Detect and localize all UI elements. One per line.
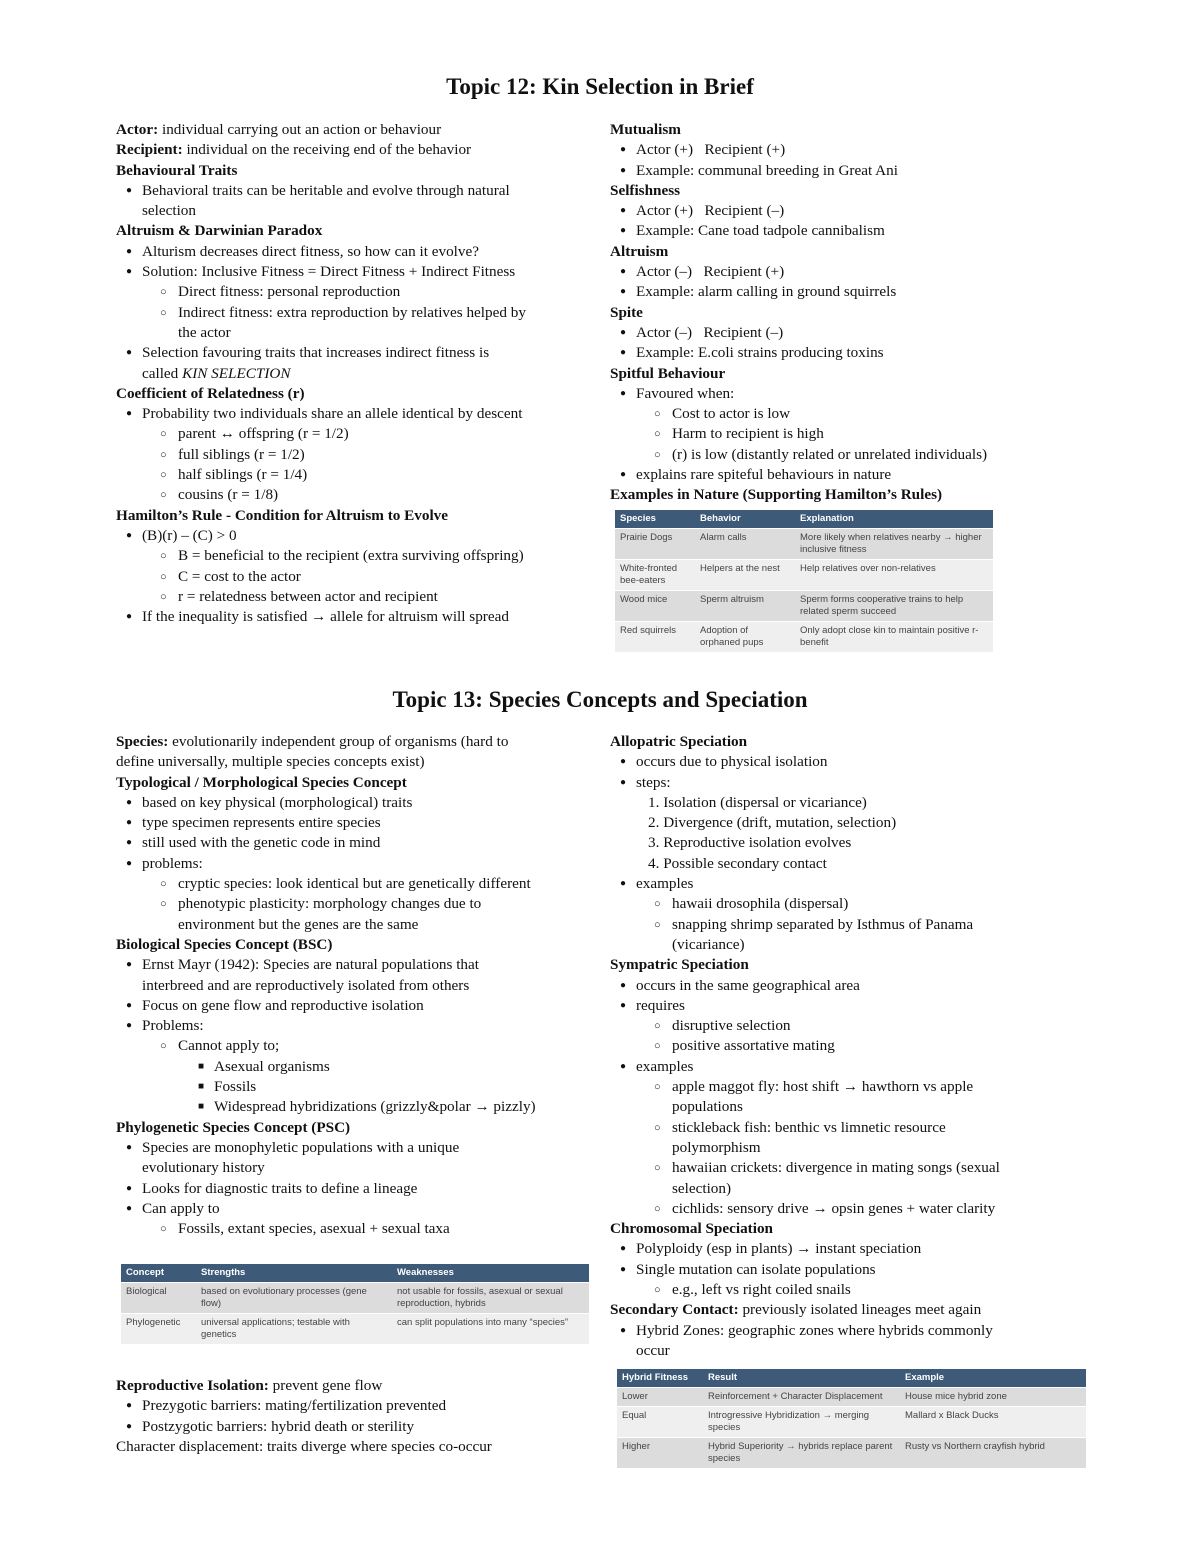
list-item: ○ positive assortative mating: [610, 1036, 1090, 1056]
table-row: Phylogenetic universal applications; testable with genetics can split populations into many “species”: [121, 1314, 589, 1345]
list-item: ● examples: [610, 874, 1090, 894]
list-item: ● problems:: [116, 854, 601, 874]
table-header: Behavior: [695, 510, 795, 529]
reproductive-isolation-block: Reproductive Isolation: prevent gene flow ● Prezygotic barriers: mating/fertilization prevented ● Postzygotic barriers: hybrid death or sterility Character displacement: traits diverge where species co-occur: [116, 1376, 601, 1457]
spite-heading: Spite: [610, 303, 643, 321]
list-item: ○ (r) is low (distantly related or unrelated individuals): [610, 445, 1090, 465]
list-item: ● Example: Cane toad tadpole cannibalism: [610, 221, 1090, 241]
list-item: ○ Fossils, extant species, asexual + sexual taxa: [116, 1219, 601, 1239]
list-item: ○ cichlids: sensory drive → opsin genes + water clarity: [610, 1199, 1090, 1219]
table-header: Concept: [121, 1264, 196, 1283]
table-header: Strengths: [196, 1264, 392, 1283]
sympatric-heading: Sympatric Speciation: [610, 956, 749, 974]
list-item: ○ Direct fitness: personal reproduction: [116, 282, 596, 302]
list-item: ● Polyploidy (esp in plants) → instant speciation: [610, 1239, 1090, 1259]
hybrid-table: [617, 1369, 1086, 1468]
list-item: ○ e.g., left vs right coiled snails: [610, 1280, 1090, 1300]
list-item: ● occurs in the same geographical area: [610, 976, 1090, 996]
list-item: ● Postzygotic barriers: hybrid death or sterility: [116, 1417, 601, 1437]
list-item: ○ full siblings (r = 1/2): [116, 445, 596, 465]
list-item: ● occurs due to physical isolation: [610, 752, 1090, 772]
actor-label: Actor:: [116, 121, 159, 138]
list-item: ● Actor (–) Recipient (+): [610, 262, 1090, 282]
list-item: ○ hawaii drosophila (dispersal): [610, 894, 1090, 914]
table-row: Higher Hybrid Superiority → hybrids replace parent species Rusty vs Northern crayfish hybrid: [617, 1438, 1086, 1469]
table-row: Equal Introgressive Hybridization → merging species Mallard x Black Ducks: [617, 1407, 1086, 1438]
table-header: Result: [703, 1369, 900, 1388]
list-item: ● Focus on gene flow and reproductive isolation: [116, 996, 601, 1016]
actor-text: individual carrying out an action or behaviour: [158, 121, 442, 138]
table-header: Explanation: [795, 510, 993, 529]
list-item: ● requires: [610, 996, 1090, 1016]
examples-table: [615, 510, 993, 652]
list-item: ● Can apply to: [116, 1199, 601, 1219]
list-item: ● Example: E.coli strains producing toxins: [610, 343, 1090, 363]
list-item: ○ stickleback fish: benthic vs limnetic resource polymorphism: [610, 1118, 1090, 1159]
bsc-heading: Biological Species Concept (BSC): [116, 935, 333, 953]
list-item: ■ Asexual organisms: [116, 1057, 601, 1077]
list-item: ○ phenotypic plasticity: morphology changes due to environment but the genes are the same: [116, 894, 601, 935]
list-item: ● Species are monophyletic populations with a unique evolutionary history: [116, 1138, 601, 1179]
table-row: Biological based on evolutionary processes (gene flow) not usable for fossils, asexual or sexual reproduction, hybrids: [121, 1283, 589, 1314]
list-item: ● type specimen represents entire species: [116, 813, 601, 833]
list-item: ○ Cannot apply to;: [116, 1036, 601, 1056]
list-item: ○ apple maggot fly: host shift → hawthorn vs apple populations: [610, 1077, 1090, 1118]
list-item: ● Example: alarm calling in ground squirrels: [610, 282, 1090, 302]
list-item: 4. Possible secondary contact: [648, 854, 827, 872]
topic13-left-column: Species: evolutionarily independent group of organisms (hard to define universally, multiple species concepts exist) Typological / Morphological Species Concept ● based on key physical (morphological) traits ● type specimen represents entire species ● still used with the genetic code in mind ● problems: ○ cryptic species: look identical but are genetically different ○ phenotypic plasticity: morphology changes due to environment but the genes are the same Biological Species Concept (BSC) ● Ernst Mayr (1942): Species are natural populations that interbreed and are reproductively isolated from others ● Focus on gene flow and reproductive isolation ● Problems: ○ Cannot apply to; ■ Asexual organisms ■ Fossils ■ Widespread hybridizations (grizzly&polar → pizzly) Phylogenetic Species Concept (PSC) ● Species are monophyletic populations with a unique evolutionary history ● Looks for diagnostic traits to define a lineage ● Can apply to ○ Fossils, extant species, asexual + sexual taxa: [116, 732, 601, 1239]
list-item: ○ parent ↔ offspring (r = 1/2): [116, 424, 596, 444]
list-item: ○ B = beneficial to the recipient (extra surviving offspring): [116, 546, 596, 566]
list-item: ● Solution: Inclusive Fitness = Direct Fitness + Indirect Fitness: [116, 262, 596, 282]
relatedness-heading: Coefficient of Relatedness (r): [116, 384, 305, 402]
topic12-right-column: [610, 120, 1090, 506]
table-row: Lower Reinforcement + Character Displacement House mice hybrid zone: [617, 1388, 1086, 1407]
list-item: 3. Reproductive isolation evolves: [648, 834, 852, 852]
table-row: White-fronted bee-eaters Helpers at the nest Help relatives over non-relatives: [615, 560, 993, 591]
list-item: ● still used with the genetic code in mind: [116, 833, 601, 853]
list-item: ● Actor (+) Recipient (+): [610, 140, 1090, 160]
list-item: ○ cousins (r = 1/8): [116, 485, 596, 505]
list-item: ○ hawaiian crickets: divergence in mating songs (sexual selection): [610, 1158, 1090, 1199]
list-item: ● based on key physical (morphological) traits: [116, 793, 601, 813]
table-header: Example: [900, 1369, 1086, 1388]
hamilton-heading: Hamilton’s Rule - Condition for Altruism to Evolve: [116, 506, 449, 524]
list-item: ○ Indirect fitness: extra reproduction by relatives helped by the actor: [116, 303, 596, 344]
list-item: 1. Isolation (dispersal or vicariance): [648, 793, 867, 811]
table-header: Species: [615, 510, 695, 529]
list-item: ■ Widespread hybridizations (grizzly&polar → pizzly): [116, 1097, 601, 1117]
table-header: Weaknesses: [392, 1264, 589, 1283]
list-item: ● Favoured when:: [610, 384, 1090, 404]
chromosomal-heading: Chromosomal Speciation: [610, 1220, 773, 1238]
psc-heading: Phylogenetic Species Concept (PSC): [116, 1118, 351, 1136]
list-item: ○ Harm to recipient is high: [610, 424, 1090, 444]
list-item: ● examples: [610, 1057, 1090, 1077]
topic13-right-column: Allopatric Speciation ● occurs due to physical isolation ● steps: 1. Isolation (dispersal or vicariance) 2. Divergence (drift, mutation, selection) 3. Reproductive isolation evolves 4. Possible secondary contact ● examples ○ hawaii drosophila (dispersal) ○ snapping shrimp separated by Isthmus of Panama (vicariance) Sympatric Speciation ● occurs in the same geographical area ● requires ○ disruptive selection ○ positive assortative mating ● examples ○ apple maggot fly: host shift → hawthorn vs apple populations ○ stickleback fish: benthic vs limnetic resource polymorphism ○ hawaiian crickets: divergence in mating songs (sexual selection) ○ cichlids: sensory drive → opsin genes + water clarity Chromosomal Speciation ● Polyploidy (esp in plants) → instant speciation ● Single mutation can isolate populations ○ e.g., left vs right coiled snails Secondary Contact: previously isolated lineages meet again ● Hybrid Zones: geographic zones where hybrids commonly occur: [610, 732, 1090, 1361]
topic13-title: Topic 13: Species Concepts and Speciation: [392, 687, 808, 712]
altruism-paradox-heading: Altruism & Darwinian Paradox: [116, 222, 323, 240]
list-item: ● Hybrid Zones: geographic zones where hybrids commonly occur: [610, 1321, 1090, 1362]
list-item: 2. Divergence (drift, mutation, selection): [648, 814, 897, 832]
spiteful-heading: Spitful Behaviour: [610, 364, 726, 382]
species-label: Species:: [116, 733, 169, 750]
recipient-label: Recipient:: [116, 141, 183, 159]
list-item: ● Behavioral traits can be heritable and evolve through natural selection: [116, 181, 596, 222]
list-item: ● Alturism decreases direct fitness, so how can it evolve?: [116, 242, 596, 262]
list-item: ○ C = cost to the actor: [116, 567, 596, 587]
altruism-heading: Altruism: [610, 242, 669, 260]
topic12-title: Topic 12: Kin Selection in Brief: [446, 74, 754, 99]
recipient-text: individual on the receiving end of the behavior: [182, 141, 472, 159]
kin-selection-term: KIN SELECTION: [182, 364, 291, 382]
list-item: ● Actor (–) Recipient (–): [610, 323, 1090, 343]
list-item: ● Single mutation can isolate populations: [610, 1260, 1090, 1280]
list-item: ■ Fossils: [116, 1077, 601, 1097]
list-item: ○ half siblings (r = 1/4): [116, 465, 596, 485]
behavioural-traits-heading: Behavioural Traits: [116, 161, 238, 179]
mutualism-heading: Mutualism: [610, 121, 681, 138]
table-header: Hybrid Fitness: [617, 1369, 703, 1388]
selfishness-heading: Selfishness: [610, 181, 681, 199]
list-item: ● If the inequality is satisfied → allele for altruism will spread: [116, 607, 596, 627]
list-item: ● Looks for diagnostic traits to define a lineage: [116, 1179, 601, 1199]
list-item: ● Selection favouring traits that increases indirect fitness is called KIN SELECTION: [116, 343, 596, 384]
list-item: ○ snapping shrimp separated by Isthmus of Panama (vicariance): [610, 915, 1090, 956]
list-item: ● steps:: [610, 773, 1090, 793]
list-item: ○ Cost to actor is low: [610, 404, 1090, 424]
list-item: ○ disruptive selection: [610, 1016, 1090, 1036]
list-item: ● Example: communal breeding in Great Ani: [610, 161, 1090, 181]
topic12-left-column: [116, 120, 596, 627]
character-displacement: Character displacement: traits diverge where species co-occur: [116, 1437, 492, 1455]
table-row: Wood mice Sperm altruism Sperm forms cooperative trains to help related sperm succeed: [615, 591, 993, 622]
typological-heading: Typological / Morphological Species Concept: [116, 773, 407, 791]
allopatric-heading: Allopatric Speciation: [610, 733, 748, 750]
list-item: ● explains rare spiteful behaviours in nature: [610, 465, 1090, 485]
secondary-contact-label: Secondary Contact:: [610, 1301, 739, 1319]
repro-label: Reproductive Isolation:: [116, 1377, 269, 1394]
list-item: ● Prezygotic barriers: mating/fertilization prevented: [116, 1396, 601, 1416]
table-row: Prairie Dogs Alarm calls More likely when relatives nearby → higher inclusive fitness: [615, 529, 993, 560]
list-item: ● Probability two individuals share an allele identical by descent: [116, 404, 596, 424]
list-item: ● Problems:: [116, 1016, 601, 1036]
list-item: ● Actor (+) Recipient (–): [610, 201, 1090, 221]
table-row: Red squirrels Adoption of orphaned pups Only adopt close kin to maintain positive r-benefit: [615, 622, 993, 653]
list-item: ○ r = relatedness between actor and recipient: [116, 587, 596, 607]
list-item: ● (B)(r) – (C) > 0: [116, 526, 596, 546]
concept-table: [121, 1264, 589, 1344]
list-item: ● Ernst Mayr (1942): Species are natural populations that interbreed and are reproductively isolated from others: [116, 955, 601, 996]
examples-heading: Examples in Nature (Supporting Hamilton’s Rules): [610, 486, 943, 504]
list-item: ○ cryptic species: look identical but are genetically different: [116, 874, 601, 894]
